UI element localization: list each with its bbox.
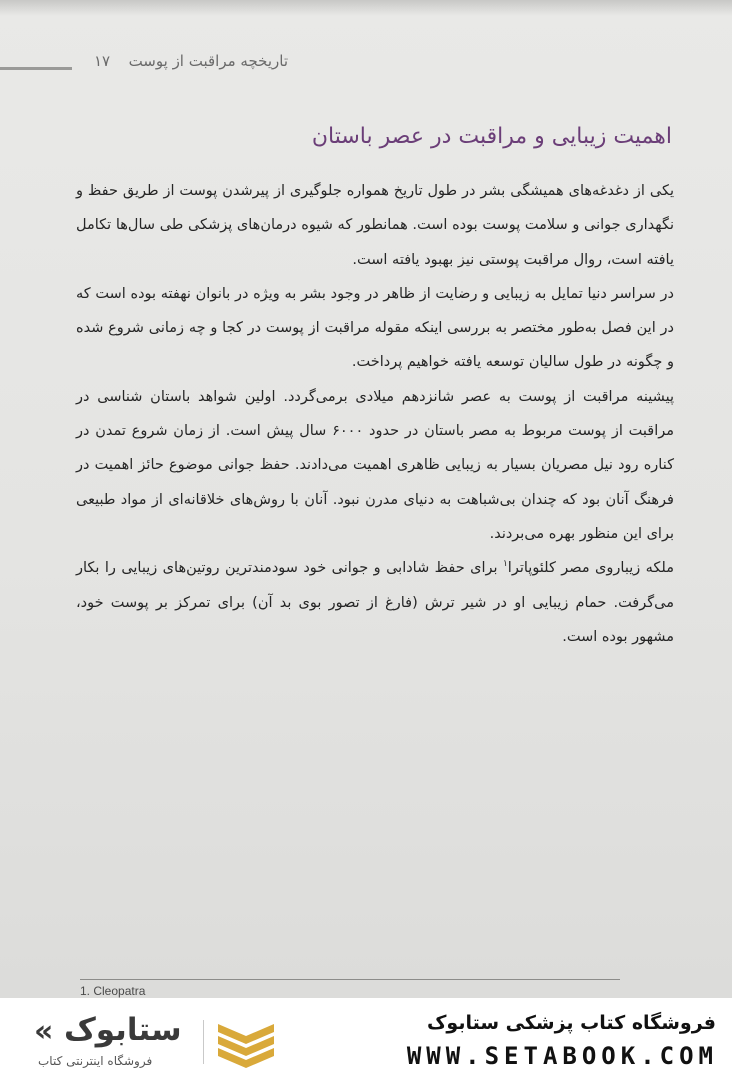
paragraph-cleopatra bbox=[76, 551, 674, 654]
running-head: تاریخچه مراقبت از پوست bbox=[128, 52, 288, 70]
footnote-divider bbox=[80, 979, 620, 980]
banner-divider bbox=[203, 1020, 204, 1064]
paragraph: در سراسر دنیا تمایل به زیبایی و رضایت از ظاهر در وجود بشر به ویژه در بانوان نهفته بوده است که در این فصل به‌طور مختصر به بررسی اینکه مقوله مراقبت از پوست در کجا و چه زمانی شروع شده و چگونه در طول سالیان توسعه یافته خواهیم پرداخت. bbox=[76, 285, 674, 371]
footnote-reference[interactable]: ۱ bbox=[502, 559, 508, 570]
paragraph: پیشینه مراقبت از پوست به عصر شانزدهم میلادی برمی‌گردد. اولین شواهد باستان شناسی در مراقبت از پوست مربوط به مصر باستان در حدود ۶۰۰۰ سال پیش است. از زمان شروع تمدن در کناره رود نیل مصریان بسیار به زیبایی ظاهری اهمیت می‌دادند. حفظ جوانی موضوع حائز اهمیت در فرهنگ آنان بود که چندان بی‌شباهت به دنیای مدرن نبود. آنان با روش‌های خلاقانه‌ای از مواد طبیعی برای این منظور بهره می‌بردند. bbox=[76, 388, 674, 542]
store-logo-text: ستابوک bbox=[64, 1012, 182, 1048]
header-rule bbox=[0, 67, 72, 70]
section-title: اهمیت زیبایی و مراقبت در عصر باستان bbox=[311, 124, 672, 149]
logo-chevron-icon: « bbox=[34, 1014, 54, 1049]
store-url[interactable]: WWW.SETABOOK.COM bbox=[406, 1042, 718, 1070]
footnote: 1. Cleopatra bbox=[80, 984, 146, 998]
paragraph: یکی از دغدغه‌های همیشگی بشر در طول تاریخ همواره جلوگیری از پیرشدن پوست از طریق حفظ و نگهداری جوانی و سلامت پوست بوده است. همانطور که شیوه درمان‌های پزشکی طی سال‌ها تکامل یافته است، روال مراقبت پوستی نیز بهبود یافته است. bbox=[76, 183, 674, 268]
page-number: ۱۷ bbox=[94, 52, 111, 70]
body-text bbox=[76, 174, 674, 654]
setabook-emblem-icon bbox=[212, 1020, 280, 1068]
paragraph-text-end: برای حفظ شادابی و جوانی خود سودمندترین روتین‌های زیبایی را بکار می‌گرفت. حمام زیبایی او در شیر ترش (فارغ از تصور بوی بد آن) برای تمرکز بر پوست خود، مشهور بوده است. bbox=[76, 560, 674, 645]
store-tagline: فروشگاه اینترنتی کتاب bbox=[38, 1054, 153, 1068]
paragraph-text-start: ملکه زیباروی مصر کلئوپاترا bbox=[507, 560, 674, 577]
page-top-shadow bbox=[0, 0, 732, 16]
store-name: فروشگاه کتاب پزشکی ستابوک bbox=[426, 1012, 716, 1034]
